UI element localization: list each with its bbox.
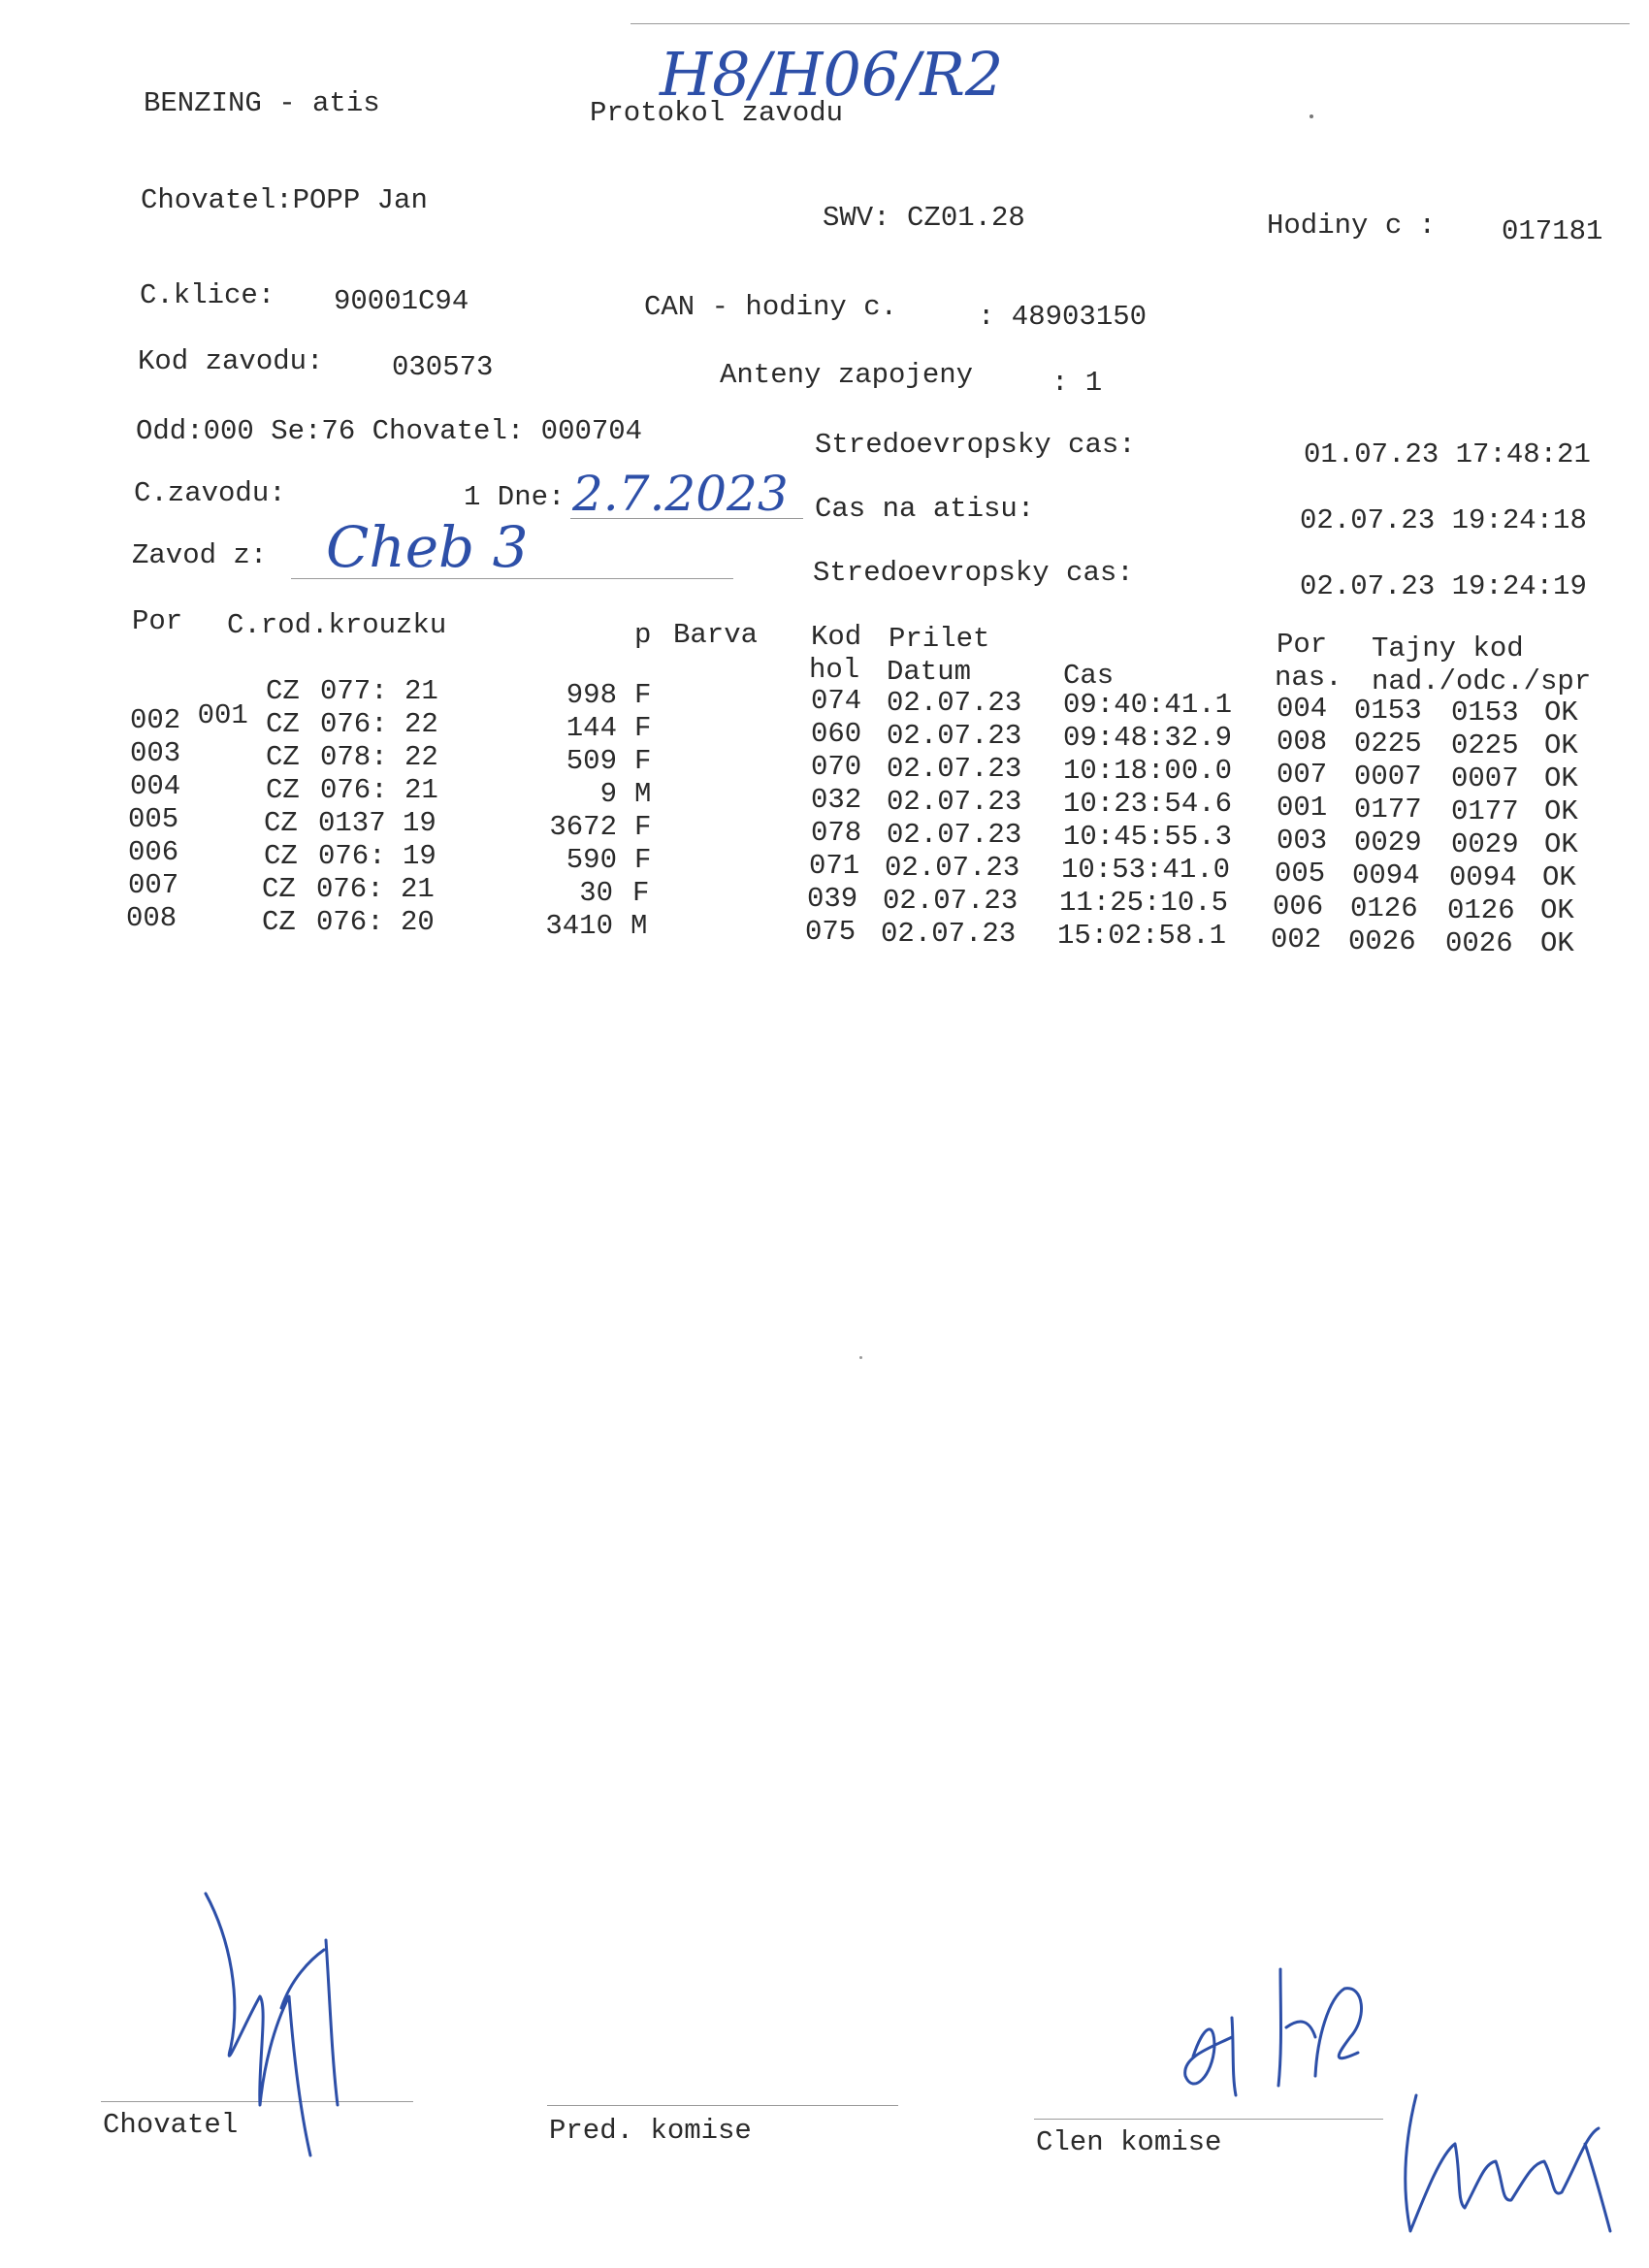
cell-num: 3672 — [549, 811, 617, 843]
breeder-signature — [184, 1882, 359, 2163]
cell-date: 02.07.23 — [887, 753, 1022, 785]
cell-por: 004 — [130, 770, 181, 802]
cell-status: OK — [1544, 729, 1578, 761]
cell-time: 09:40:41.1 — [1063, 689, 1233, 721]
cell-ring: 078: 22 — [320, 741, 438, 773]
breeder-signature-label: Chovatel — [103, 2109, 239, 2141]
cell-code-a: 0094 — [1352, 859, 1420, 891]
cell-time: 15:02:58.1 — [1057, 920, 1227, 952]
clock-label: Hodiny c : — [1267, 210, 1437, 242]
race-code-value: 030573 — [392, 351, 494, 383]
cell-code-b: 0225 — [1451, 729, 1519, 761]
cell-num: 509 — [566, 745, 617, 777]
cell-time: 09:48:32.9 — [1063, 722, 1233, 754]
cell-num: 30 — [579, 877, 613, 909]
cell-num: 998 — [566, 679, 617, 711]
device-name: BENZING - atis — [144, 87, 380, 119]
cell-ring: 076: 20 — [316, 906, 435, 938]
cell-code-a: 0026 — [1348, 925, 1416, 957]
cell-time: 11:25:10.5 — [1059, 887, 1229, 919]
cell-date: 02.07.23 — [885, 852, 1020, 884]
race-no-label: C.zavodu: — [134, 477, 286, 509]
cell-por-nas: 003 — [1277, 825, 1328, 857]
cell-cz: CZ — [262, 906, 296, 938]
col-header-datum: Datum — [887, 656, 972, 688]
cell-ring: 076: 21 — [320, 774, 438, 806]
col-header-nas: nas. — [1275, 662, 1342, 694]
cell-status: OK — [1544, 828, 1578, 860]
cell-time: 10:53:41.0 — [1061, 854, 1231, 886]
col-header-por: Por — [132, 605, 183, 637]
cell-por: 005 — [128, 803, 179, 835]
chair-signature-line — [547, 2105, 898, 2106]
cell-kod: 071 — [809, 850, 860, 882]
race-from-handwritten: Cheb 3 — [326, 514, 529, 580]
member-signature-2 — [1387, 2086, 1620, 2251]
cell-por: 002 — [130, 704, 181, 736]
cell-date: 02.07.23 — [883, 885, 1018, 917]
race-from-label: Zavod z: — [132, 539, 268, 571]
antennas-value: : 1 — [1051, 367, 1103, 399]
cell-por-nas: 006 — [1273, 891, 1324, 923]
cell-cz: CZ — [266, 741, 300, 773]
cell-code-a: 0225 — [1354, 728, 1422, 760]
cell-kod: 032 — [811, 784, 862, 816]
cell-kod: 075 — [805, 916, 857, 948]
cell-kod: 060 — [811, 718, 862, 750]
can-label: CAN - hodiny c. — [644, 291, 898, 323]
cet-label-2: Stredoevropsky cas: — [813, 557, 1134, 589]
speck — [859, 1356, 862, 1359]
cell-cz: CZ — [266, 675, 300, 707]
race-no-value: 1 Dne: — [464, 481, 566, 513]
cell-date: 02.07.23 — [887, 687, 1022, 719]
cell-code-b: 0177 — [1451, 795, 1519, 827]
cell-num: 590 — [566, 844, 617, 876]
cell-num: 3410 — [545, 910, 613, 942]
cell-por-nas: 007 — [1277, 759, 1328, 791]
cell-sex: M — [630, 910, 648, 942]
col-header-cas: Cas — [1063, 660, 1115, 692]
col-header-tajny: Tajny kod — [1372, 632, 1524, 664]
cell-sex: F — [634, 844, 652, 876]
cell-por-nas: 005 — [1275, 858, 1326, 890]
cell-sex: F — [634, 712, 652, 744]
col-header-kod: Kod — [811, 621, 862, 653]
cell-code-a: 0126 — [1350, 892, 1418, 924]
cell-code-a: 0029 — [1354, 826, 1422, 859]
cell-por-nas: 004 — [1277, 693, 1328, 725]
key-value: 90001C94 — [334, 285, 469, 317]
cell-sex: F — [634, 811, 652, 843]
cell-time: 10:18:00.0 — [1063, 755, 1233, 787]
cell-code-b: 0126 — [1447, 894, 1515, 926]
chair-signature-label: Pred. komise — [549, 2115, 752, 2147]
cell-status: OK — [1542, 861, 1576, 893]
cell-ring: 0137 19 — [318, 807, 436, 839]
cell-code-b: 0029 — [1451, 828, 1519, 860]
clock-number: 017181 — [1502, 215, 1603, 247]
member-signature-label: Clen komise — [1036, 2126, 1222, 2158]
cell-status: OK — [1544, 762, 1578, 794]
cell-status: OK — [1540, 927, 1574, 959]
cell-num: 144 — [566, 712, 617, 744]
col-header-color: Barva — [673, 619, 759, 651]
cet-value-2: 02.07.23 19:24:19 — [1300, 570, 1587, 602]
can-value: : 48903150 — [978, 301, 1148, 333]
cell-code-b: 0026 — [1445, 927, 1513, 959]
cell-date: 02.07.23 — [881, 918, 1017, 950]
cell-ring: 076: 21 — [316, 873, 435, 905]
handwritten-code: H8/H06/R2 — [660, 39, 1004, 110]
cell-code-a: 0177 — [1354, 794, 1422, 826]
cell-cz: CZ — [266, 708, 300, 740]
col-header-nad: nad./odc./spr — [1372, 665, 1592, 697]
cell-code-a: 0007 — [1354, 761, 1422, 793]
cell-por: 001 — [197, 699, 248, 731]
cell-sex: F — [634, 679, 652, 711]
cell-por: 006 — [128, 836, 179, 868]
key-label: C.klice: — [140, 279, 275, 311]
cell-cz: CZ — [266, 774, 300, 806]
col-header-prilet: Prilet — [889, 623, 990, 655]
cell-cz: CZ — [264, 807, 298, 839]
atis-time-label: Cas na atisu: — [815, 493, 1035, 525]
col-header-por2: Por — [1277, 629, 1328, 661]
cell-date: 02.07.23 — [887, 786, 1022, 818]
cell-ring: 077: 21 — [320, 675, 438, 707]
page-title: Protokol zavodu — [590, 97, 844, 129]
date-underline — [570, 518, 803, 519]
cell-kod: 070 — [811, 751, 862, 783]
cell-cz: CZ — [264, 840, 298, 872]
cell-code-a: 0153 — [1354, 695, 1422, 727]
cell-ring: 076: 19 — [318, 840, 436, 872]
breeder-name: Chovatel:POPP Jan — [141, 184, 428, 216]
cell-time: 10:23:54.6 — [1063, 788, 1233, 820]
col-header-hol: hol — [809, 654, 860, 686]
col-header-ring: C.rod.krouzku — [227, 609, 447, 641]
cell-por: 008 — [126, 902, 178, 934]
speck — [1310, 114, 1313, 118]
cell-time: 10:45:55.3 — [1063, 821, 1233, 853]
atis-time-value: 02.07.23 19:24:18 — [1300, 504, 1587, 536]
cet-label-1: Stredoevropsky cas: — [815, 429, 1136, 461]
cell-por: 007 — [128, 869, 179, 901]
col-header-p: p — [634, 619, 652, 651]
cell-kod: 074 — [811, 685, 862, 717]
cell-code-b: 0094 — [1449, 861, 1517, 893]
cell-date: 02.07.23 — [887, 819, 1022, 851]
cell-status: OK — [1544, 795, 1578, 827]
cell-code-b: 0153 — [1451, 697, 1519, 729]
race-date-handwritten: 2.7.2023 — [572, 466, 789, 522]
cell-cz: CZ — [262, 873, 296, 905]
antennas-label: Anteny zapojeny — [720, 359, 974, 391]
member-signature-line — [1034, 2119, 1383, 2120]
cell-sex: F — [634, 745, 652, 777]
cell-sex: M — [634, 778, 652, 810]
cell-ring: 076: 22 — [320, 708, 438, 740]
cell-date: 02.07.23 — [887, 720, 1022, 752]
cell-status: OK — [1544, 697, 1578, 729]
race-code-label: Kod zavodu: — [138, 345, 324, 377]
cell-por-nas: 008 — [1277, 726, 1328, 758]
cell-kod: 078 — [811, 817, 862, 849]
cell-code-b: 0007 — [1451, 762, 1519, 794]
cell-sex: F — [632, 877, 650, 909]
cell-status: OK — [1540, 894, 1574, 926]
cell-por: 003 — [130, 737, 181, 769]
cell-kod: 039 — [807, 883, 858, 915]
cell-num: 9 — [599, 778, 617, 810]
cell-por-nas: 001 — [1277, 792, 1328, 824]
cell-por-nas: 002 — [1271, 923, 1322, 956]
cet-value-1: 01.07.23 17:48:21 — [1304, 438, 1591, 470]
race-from-underline — [291, 578, 733, 579]
top-rule — [630, 23, 1630, 24]
swv-version: SWV: CZ01.28 — [823, 202, 1025, 234]
section-line: Odd:000 Se:76 Chovatel: 000704 — [136, 415, 643, 447]
